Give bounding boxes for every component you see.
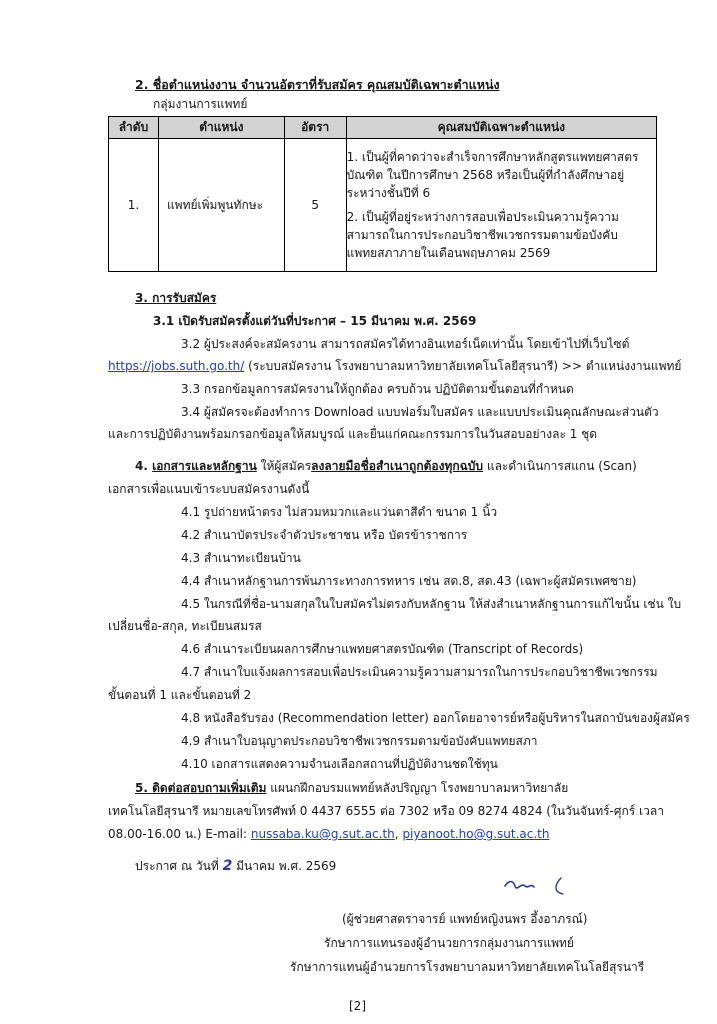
section5-email-label: 08.00-16.00 น.) E-mail:: [108, 827, 251, 841]
col-header-rate: อัตรา: [284, 117, 346, 139]
page-number: [2]: [349, 999, 366, 1013]
section3-item-1: 3.1 เปิดรับสมัครตั้งแต่วันที่ประกาศ – 15 มีนาคม พ.ศ. 2569: [153, 314, 477, 328]
section4-heading-title: เอกสารและหลักฐาน: [152, 459, 257, 473]
section3-item-4-line1: 3.4 ผู้สมัครจะต้องทำการ Download แบบฟอร์มใบสมัคร และแบบประเมินคุณลักษณะส่วนตัว: [181, 405, 659, 419]
section4-item-4: 4.4 สำเนาหลักฐานการพ้นภาระทางการทหาร เช่น สด.8, สด.43 (เฉพาะผู้สมัครเพศชาย): [181, 574, 637, 588]
signer-title-2: รักษาการแทนผู้อำนวยการโรงพยาบาลมหาวิทยาลัยเทคโนโลยีสุรนารี: [290, 960, 645, 974]
section4-item-1: 4.1 รูปถ่ายหน้าตรง ไม่สวมหมวกและแว่นตาสีดำ ขนาด 1 นิ้ว: [181, 505, 498, 519]
email-link-1[interactable]: nussaba.ku@g.sut.ac.th: [250, 827, 395, 841]
section4-heading: [135, 459, 637, 473]
section4-item-2: 4.2 สำเนาบัตรประจำตัวประชาชน หรือ บัตรข้าราชการ: [181, 528, 468, 542]
section4-item-8: 4.8 หนังสือรับรอง (Recommendation letter) ออกโดยอาจารย์หรือผู้บริหารในสถาบันของผู้สมัคร: [181, 711, 690, 725]
section4-heading-emphasis: ลงลายมือชื่อสำเนาถูกต้องทุกฉบับ: [311, 459, 484, 473]
cell-no: 1.: [109, 139, 159, 272]
section4-item-10: 4.10 เอกสารแสดงความจำนงเลือกสถานที่ปฏิบัติงานชดใช้ทุน: [181, 757, 498, 771]
positions-table: [108, 116, 657, 272]
section4-item-5-line1: 4.5 ในกรณีที่ชื่อ-นามสกุลในใบสมัครไม่ตรงกับหลักฐาน ให้ส่งสำเนาหลักฐานการแก้ไขนั้น เช่น ใบ: [181, 597, 682, 611]
jobs-website-link[interactable]: https://jobs.suth.go.th/: [108, 359, 245, 373]
section3-item-2-rest: (ระบบสมัครงาน โรงพยาบาลมหาวิทยาลัยเทคโนโลยีสุรนารี) >> ตำแหน่งงานแพทย์: [244, 359, 682, 373]
section5-line3: [108, 827, 549, 841]
qualification-item: [347, 148, 656, 202]
announcement-day: 2: [222, 858, 233, 874]
section2-group: กลุ่มงานการแพทย์: [153, 97, 248, 111]
section4-item-5-line2: เปลี่ยนชื่อ-สกุล, ทะเบียนสมรส: [108, 619, 262, 633]
section4-item-7-line2: ขั้นตอนที่ 1 และขั้นตอนที่ 2: [108, 688, 252, 702]
col-header-no: ลำดับ: [109, 117, 159, 139]
email-separator: ,: [394, 827, 403, 841]
qualification-text: 1. เป็นผู้ที่คาดว่าจะสำเร็จการศึกษาหลักสูตรแพทยศาสตรบัณฑิต ในปีการศึกษา 2568 หรือเป็นผู้ที่กำลังศึกษาอยู่ระหว่างชั้นปีที่ 6: [346, 150, 639, 200]
signer-name: (ผู้ช่วยศาสตราจารย์ แพทย์หญิงนพร อึ้งอาภรณ์): [342, 912, 588, 926]
section3-item-2-line2: [108, 359, 681, 373]
signer-title-1: รักษาการแทนรองผู้อำนวยการกลุ่มงานการแพทย์: [324, 936, 574, 950]
section3-item-4-line2: และการปฏิบัติงานพร้อมกรอกข้อมูลให้สมบูรณ์ และยื่นแก่คณะกรรมการในวันสอบอย่างละ 1 ชุด: [108, 427, 598, 441]
section2-heading: 2. ชื่อตำแหน่งงาน จำนวนอัตราที่รับสมัคร คุณสมบัติเฉพาะตำแหน่ง: [135, 77, 500, 92]
col-header-position: ตำแหน่ง: [158, 117, 284, 139]
section4-item-6: 4.6 สำเนาระเบียนผลการศึกษาแพทยศาสตรบัณฑิต (Transcript of Records): [181, 642, 584, 656]
section5-heading: 5. ติดต่อสอบถามเพิ่มเติม: [135, 781, 267, 795]
qualification-item: [347, 208, 656, 262]
announcement-pre: ประกาศ ณ วันที่: [135, 859, 223, 873]
handwritten-signature: [503, 874, 573, 900]
section4-heading-num: 4.: [135, 459, 153, 473]
announcement-date: [135, 858, 336, 875]
qualification-text: 2. เป็นผู้ที่อยู่ระหว่างการสอบเพื่อประเมินความรู้ความสามารถในการประกอบวิชาชีพเวชกรรมตามข้อบังคับแพทยสภาภายในเดือนพฤษภาคม 2569: [346, 210, 619, 260]
section5-line1-rest: แผนกฝึกอบรมแพทย์หลังปริญญา โรงพยาบาลมหาวิทยาลัย: [266, 781, 569, 795]
section4-item-3: 4.3 สำเนาทะเบียนบ้าน: [181, 551, 301, 565]
section3-item-2-line1: 3.2 ผู้ประสงค์จะสมัครงาน สามารถสมัครได้ทางอินเทอร์เน็ตเท่านั้น โดยเข้าไปที่เว็บไซต์: [181, 337, 630, 351]
section4-heading-line2: เอกสารเพื่อแนบเข้าระบบสมัครงานดังนี้: [108, 482, 310, 496]
cell-rate: 5: [284, 139, 346, 272]
section3-heading: 3. การรับสมัคร: [135, 291, 217, 305]
table-header-row: [109, 117, 657, 139]
col-header-qualifications: คุณสมบัติเฉพาะตำแหน่ง: [346, 117, 656, 139]
section5-line2: เทคโนโลยีสุรนารี หมายเลขโทรศัพท์ 0 4437 6555 ต่อ 7302 หรือ 09 8274 4824 (ในวันจันทร์-ศุกร์ เวลา: [108, 804, 664, 818]
section3-item-3: 3.3 กรอกข้อมูลการสมัครงานให้ถูกต้อง ครบถ้วน ปฏิบัติตามขั้นตอนที่กำหนด: [181, 382, 574, 396]
section4-item-7-line1: 4.7 สำเนาใบแจ้งผลการสอบเพื่อประเมินความรู้ความสามารถในการประกอบวิชาชีพเวชกรรม: [181, 665, 658, 679]
section4-item-9: 4.9 สำเนาใบอนุญาตประกอบวิชาชีพเวชกรรมตามข้อบังคับแพทยสภา: [181, 734, 538, 748]
cell-position: แพทย์เพิ่มพูนทักษะ: [158, 139, 284, 272]
announcement-post: มีนาคม พ.ศ. 2569: [232, 859, 337, 873]
section5-line1: [135, 781, 568, 795]
email-link-2[interactable]: piyanoot.ho@g.sut.ac.th: [402, 827, 550, 841]
table-row: [109, 139, 657, 272]
section4-heading-tail: และดำเนินการสแกน (Scan): [483, 459, 637, 473]
section4-heading-mid: ให้ผู้สมัคร: [256, 459, 312, 473]
cell-qualifications: [346, 139, 656, 272]
